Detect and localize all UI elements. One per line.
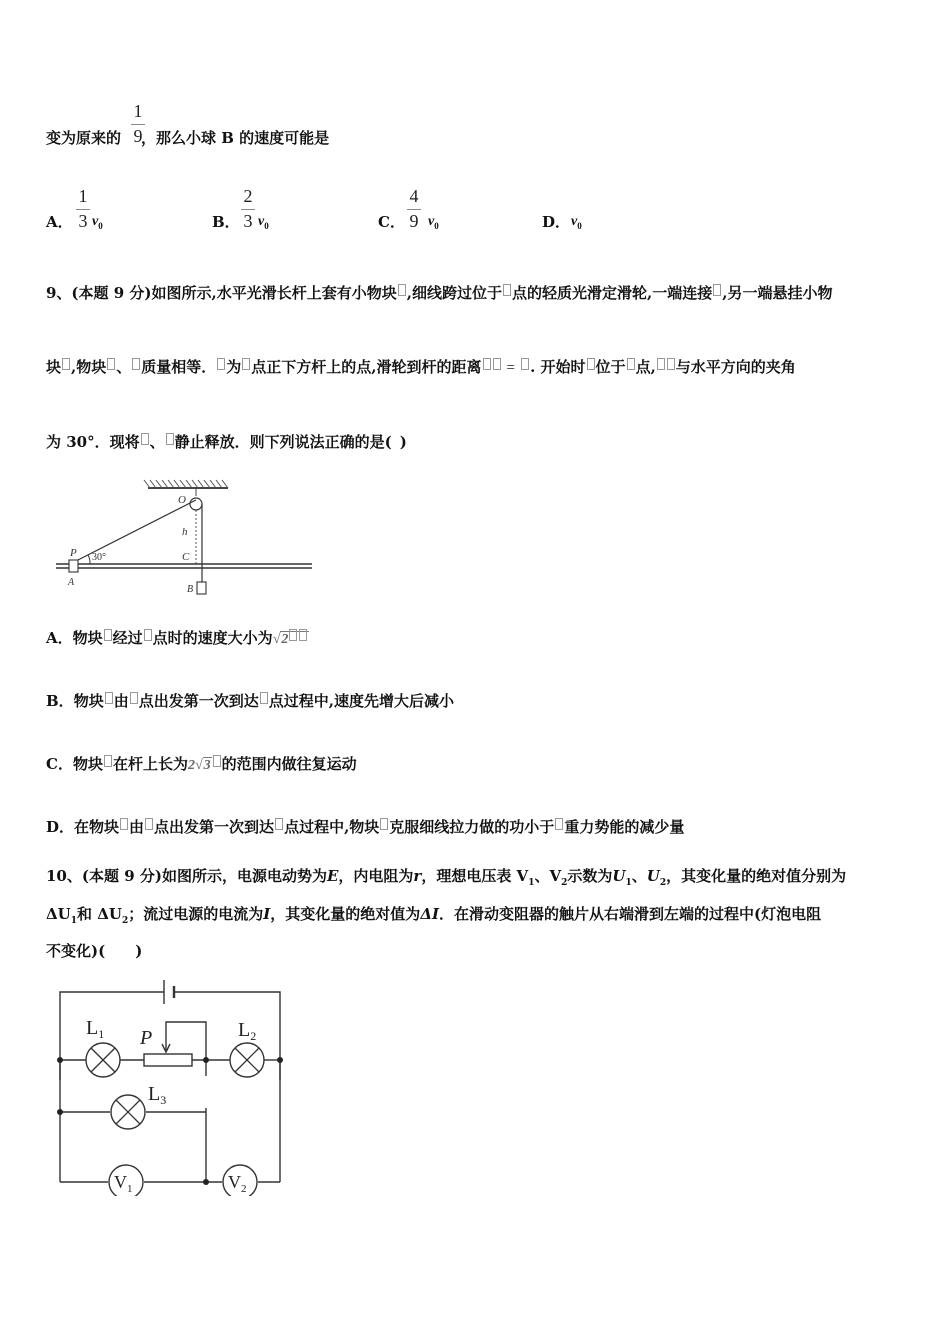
q9-option-d: D．在物块 由 点出发第一次到达 点过程中,物块 克服细线拉力做的功小于 重力势能的减少量	[46, 818, 685, 836]
q10-stem-line1: 10、(本题 9 分)如图所示，电源电动势为E，内电阻为r，理想电压表 $V_1$、$V_2$示数为$U_1$、$U_2$，其变化量的绝对值分别为	[46, 867, 847, 888]
q8-option-c-num: 4	[409, 186, 419, 206]
q8-stem	[46, 128, 329, 148]
q8-option-a-unit: $v_0$	[92, 214, 103, 231]
placeholder-glyph	[627, 358, 635, 370]
placeholder-glyph	[132, 358, 140, 370]
q8-stem-frac-den: 9	[133, 126, 143, 146]
label-l3: $L_3$	[148, 1083, 167, 1107]
label-o: O	[178, 494, 186, 506]
label-l1: $L_1$	[86, 1017, 105, 1041]
q8-stem-suffix: ，那么小球 B 的速度可能是	[141, 129, 330, 147]
placeholder-glyph	[141, 433, 149, 445]
label-b: B	[187, 584, 194, 595]
sqrt-expression: √2	[273, 631, 310, 647]
label-p: P	[70, 547, 77, 559]
placeholder-glyph	[667, 358, 675, 370]
q8-option-a-label: A．	[46, 213, 73, 231]
placeholder-glyph	[398, 284, 406, 296]
label-h: h	[182, 526, 188, 538]
placeholder-glyph	[120, 818, 128, 830]
placeholder-glyph	[483, 358, 491, 370]
placeholder-glyph	[713, 284, 721, 296]
q8-option-c-den: 9	[409, 211, 419, 231]
block-b	[197, 582, 206, 594]
label-v2: $V_2$	[228, 1172, 247, 1195]
q8-option-c-bar	[407, 209, 421, 210]
sqrt-expression: 2√3	[188, 758, 222, 773]
q8-stem-prefix: 变为原来的	[46, 129, 122, 147]
placeholder-glyph	[242, 358, 250, 370]
q8-option-a-bar	[76, 209, 90, 210]
placeholder-glyph	[587, 358, 595, 370]
label-c: C	[182, 551, 190, 563]
label-p: P	[140, 1027, 153, 1049]
q10-stem-line2: $\Delta U_1$和 $\Delta U_2$；流过电源的电流为I，其变化量的绝对值为ΔI．在滑动变阻器的触片从右端滑到左端的过程中(灯泡电阻	[46, 905, 822, 926]
q9-stem-line3: 为 30°．现将 、 静止释放．则下列说法正确的是( )	[46, 433, 407, 451]
placeholder-glyph	[144, 629, 152, 641]
placeholder-glyph	[555, 818, 563, 830]
q10-stem-line3: 不变化)( )	[46, 942, 143, 960]
q8-option-b-bar	[241, 209, 255, 210]
placeholder-glyph	[104, 629, 112, 641]
placeholder-glyph	[260, 692, 268, 704]
q8-option-c-unit: $v_0$	[428, 214, 439, 231]
label-a: A	[68, 577, 75, 588]
q8-option-d-label: D．	[542, 213, 571, 231]
placeholder-glyph	[275, 818, 283, 830]
placeholder-glyph	[62, 358, 70, 370]
q8-option-c-label: C．	[378, 213, 405, 231]
placeholder-glyph	[166, 433, 174, 445]
q10-circuit-figure	[52, 976, 292, 1196]
q9-option-a: A．物块 经过 点时的速度大小为√2	[46, 628, 309, 650]
placeholder-glyph	[493, 358, 501, 370]
pulley-circle	[190, 498, 202, 510]
q8-stem-frac-num: 1	[133, 101, 143, 121]
placeholder-glyph	[521, 358, 529, 370]
q8-option-b-unit: $v_0$	[258, 214, 269, 231]
placeholder-glyph	[105, 692, 113, 704]
placeholder-glyph	[130, 692, 138, 704]
q8-option-d-unit: $v_0$	[571, 214, 582, 231]
placeholder-glyph	[145, 818, 153, 830]
placeholder-glyph	[217, 358, 225, 370]
q8-stem-frac-bar	[131, 124, 145, 125]
q8-option-b-label: B．	[212, 213, 240, 231]
q8-option-a-den: 3	[78, 211, 88, 231]
q9-stem-line2: 块 ,物块 、 质量相等． 为 点正下方杆上的点,滑轮到杆的距离 = . 开始时 位于 点, 与水平方向的夹角	[46, 358, 796, 376]
q8-option-b-num: 2	[243, 186, 253, 206]
q9-pulley-figure	[50, 478, 330, 598]
q8-option-a-num: 1	[78, 186, 88, 206]
q9-option-c: C．物块 在杆上长为2√3 的范围内做往复运动	[46, 755, 357, 773]
placeholder-glyph	[657, 358, 665, 370]
q8-option-b-den: 3	[243, 211, 253, 231]
placeholder-glyph	[503, 284, 511, 296]
q9-stem-line1: 9、(本题 9 分)如图所示,水平光滑长杆上套有小物块 ,细线跨过位于 点的轻质光滑定滑轮,一端连接 ,另一端悬挂小物	[46, 284, 833, 302]
label-v1: $V_1$	[114, 1172, 133, 1195]
label-angle: 30°	[92, 552, 106, 563]
block-a	[69, 560, 78, 572]
label-l2: $L_2$	[238, 1019, 257, 1043]
placeholder-glyph	[104, 755, 112, 767]
placeholder-glyph	[107, 358, 115, 370]
placeholder-glyph	[380, 818, 388, 830]
q9-option-b: B．物块 由 点出发第一次到达 点过程中,速度先增大后减小	[46, 692, 454, 710]
